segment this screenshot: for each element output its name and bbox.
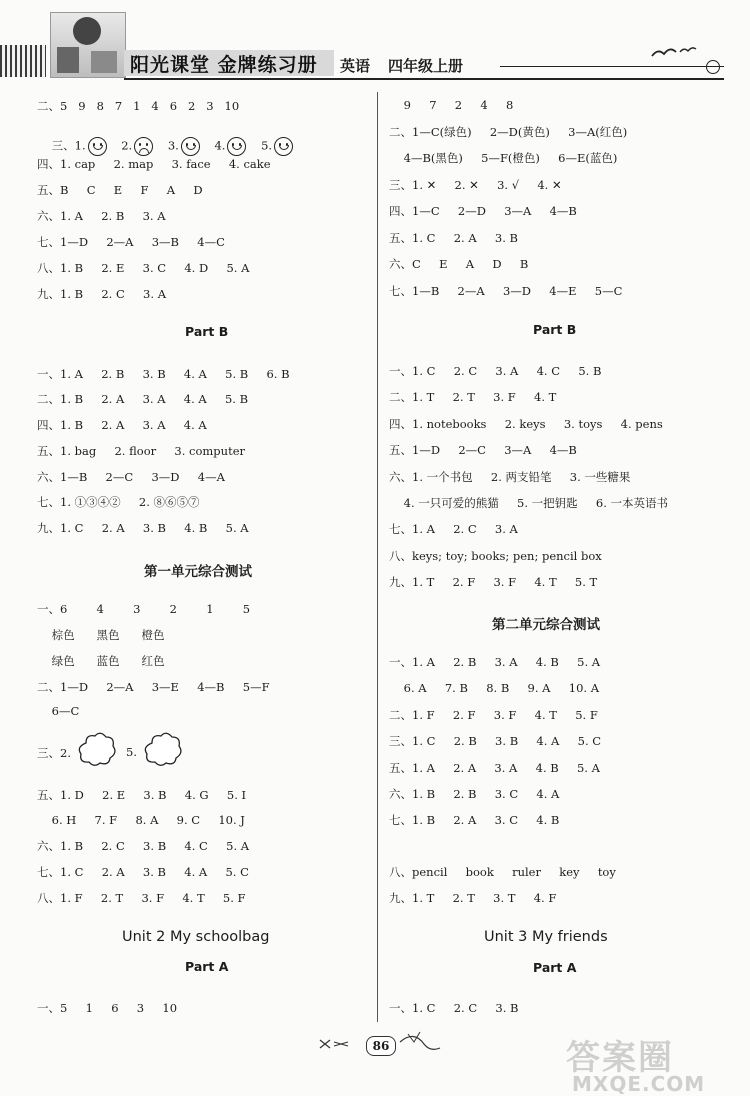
watermark-url: MXQE.COM <box>572 1072 706 1096</box>
answer-line: 6—C <box>37 704 80 718</box>
watermark-text: 答案圈 <box>566 1038 674 1078</box>
answer-line: 二、5 9 8 7 1 4 6 2 3 10 <box>37 99 240 113</box>
answer-prefix: 三、2. <box>37 746 71 760</box>
answer-line: 五、1. C 2. A 3. B <box>389 231 518 245</box>
answer-line: 七、1. C 2. A 3. B 4. A 5. C <box>37 865 249 879</box>
test-heading: 第二单元综合测试 <box>492 617 600 633</box>
answer-line: 三、1. C 2. B 3. B 4. A 5. C <box>389 734 602 748</box>
answer-line: 九、1. C 2. A 3. B 4. B 5. A <box>37 521 249 535</box>
answer-line: 二、1—C(绿色) 2—D(黄色) 3—A(红色) <box>389 125 628 139</box>
smiley-face-icon <box>181 137 200 156</box>
answer-line: 五、1. A 2. A 3. A 4. B 5. A <box>389 761 600 775</box>
smiley-face-icon <box>274 137 293 156</box>
answer-line: 八、keys; toy; books; pen; pencil box <box>389 549 602 563</box>
header-thin-rule <box>500 66 724 67</box>
answer-line: 九、1. T 2. T 3. T 4. F <box>389 891 557 905</box>
answer-line: 八、1. B 2. E 3. C 4. D 5. A <box>37 261 250 275</box>
flower-cloud-icon <box>142 731 184 767</box>
answer-line: 二、1—D 2—A 3—E 4—B 5—F <box>37 680 270 694</box>
answer-line: 6. H 7. F 8. A 9. C 10. J <box>37 813 245 827</box>
answer-line: 九、1. T 2. F 3. F 4. T 5. T <box>389 575 598 589</box>
face-item-label: 5. <box>261 138 273 153</box>
answer-line: 棕色 黑色 橙色 <box>37 628 165 642</box>
answer-line: 五、1. D 2. E 3. B 4. G 5. I <box>37 788 247 802</box>
answer-line: 六、1. B 2. B 3. C 4. A <box>389 787 560 801</box>
sad-face-icon <box>134 137 153 156</box>
answer-line: 四、1. notebooks 2. keys 3. toys 4. pens <box>389 417 663 431</box>
grade-label: 四年级上册 <box>388 57 464 75</box>
face-item-label: 2. <box>121 138 133 153</box>
answer-line: 四、1. cap 2. map 3. face 4. cake <box>37 157 271 171</box>
answer-line: 六、1. B 2. C 3. B 4. C 5. A <box>37 839 250 853</box>
answer-line: 二、1. B 2. A 3. A 4. A 5. B <box>37 392 249 406</box>
face-item-label: 4. <box>214 138 226 153</box>
answer-line: 6. A 7. B 8. B 9. A 10. A <box>389 681 600 695</box>
flower-cloud-icon <box>76 731 118 767</box>
answer-line: 9 7 2 4 8 <box>389 98 514 112</box>
answer-line: 六、1—B 2—C 3—D 4—A <box>37 470 225 484</box>
face-item-label: 3. <box>167 138 179 153</box>
answer-line: 五、1—D 2—C 3—A 4—B <box>389 443 577 457</box>
answer-line: 一、1. C 2. C 3. A 4. C 5. B <box>389 364 602 378</box>
book-title: 阳光课堂 金牌练习册 <box>130 54 318 76</box>
answer-line: 4. 一只可爱的熊猫 5. 一把钥匙 6. 一本英语书 <box>389 496 669 510</box>
answer-prefix: 5. <box>126 745 137 759</box>
answer-line: 六、1. A 2. B 3. A <box>37 209 166 223</box>
column-divider <box>377 92 378 1022</box>
answer-line: 三、1. ✕ 2. ✕ 3. √ 4. ✕ <box>389 178 562 192</box>
answer-line: 五、1. bag 2. floor 3. computer <box>37 444 245 458</box>
answer-line: 五、B C E F A D <box>37 183 203 197</box>
header-circle-decoration <box>706 60 720 74</box>
answer-line: 一、5 1 6 3 10 <box>37 1001 178 1015</box>
answer-line: 一、1. C 2. C 3. B <box>389 1001 519 1015</box>
answer-line: 七、1—B 2—A 3—D 4—E 5—C <box>389 284 623 298</box>
answer-line: 四、1. B 2. A 3. A 4. A <box>37 418 207 432</box>
smiley-face-icon <box>227 137 246 156</box>
answer-line: 二、1. F 2. F 3. F 4. T 5. F <box>389 708 598 722</box>
header-photo-icon <box>50 12 126 78</box>
answer-line: 七、1. A 2. C 3. A <box>389 522 518 536</box>
section-heading: Part B <box>185 324 229 339</box>
section-heading: Part A <box>185 959 229 974</box>
page-header <box>0 0 750 90</box>
answer-line: 一、6 4 3 2 1 5 <box>37 602 251 616</box>
answer-line: 四、1—C 2—D 3—A 4—B <box>389 204 577 218</box>
answer-line: 七、1—D 2—A 3—B 4—C <box>37 235 225 249</box>
answer-line: 八、1. F 2. T 3. F 4. T 5. F <box>37 891 246 905</box>
answer-line: 六、1. 一个书包 2. 两支铅笔 3. 一些糖果 <box>389 470 631 484</box>
unit-heading: Unit 2 My schoolbag <box>122 929 270 945</box>
answer-line: 一、1. A 2. B 3. B 4. A 5. B 6. B <box>37 367 290 381</box>
answer-line: 七、1. ①③④② 2. ⑧⑥⑤⑦ <box>37 495 200 509</box>
answer-line: 六、C E A D B <box>389 257 529 271</box>
subject-label: 英语 <box>340 57 371 75</box>
header-stripe-decoration <box>0 45 46 77</box>
answer-line: 一、1. A 2. B 3. A 4. B 5. A <box>389 655 601 669</box>
smiley-face-icon <box>88 137 107 156</box>
answer-line: 七、1. B 2. A 3. C 4. B <box>389 813 560 827</box>
answer-line: 绿色 蓝色 红色 <box>37 654 165 668</box>
answer-line: 4—B(黑色) 5—F(橙色) 6—E(蓝色) <box>389 151 618 165</box>
page-number: 86 <box>366 1036 396 1056</box>
unit-heading: Unit 3 My friends <box>484 929 608 945</box>
watermark-logo <box>566 1030 746 1096</box>
answer-line: 二、1. T 2. T 3. F 4. T <box>389 390 557 404</box>
header-rule <box>124 78 724 80</box>
answer-prefix: 三、1. <box>51 138 86 153</box>
answer-line: 八、pencil book ruler key toy <box>389 865 616 879</box>
test-heading: 第一单元综合测试 <box>144 564 252 580</box>
section-heading: Part B <box>533 322 577 337</box>
birds-icon <box>650 44 700 64</box>
section-heading: Part A <box>533 960 577 975</box>
answer-line: 九、1. B 2. C 3. A <box>37 287 166 301</box>
